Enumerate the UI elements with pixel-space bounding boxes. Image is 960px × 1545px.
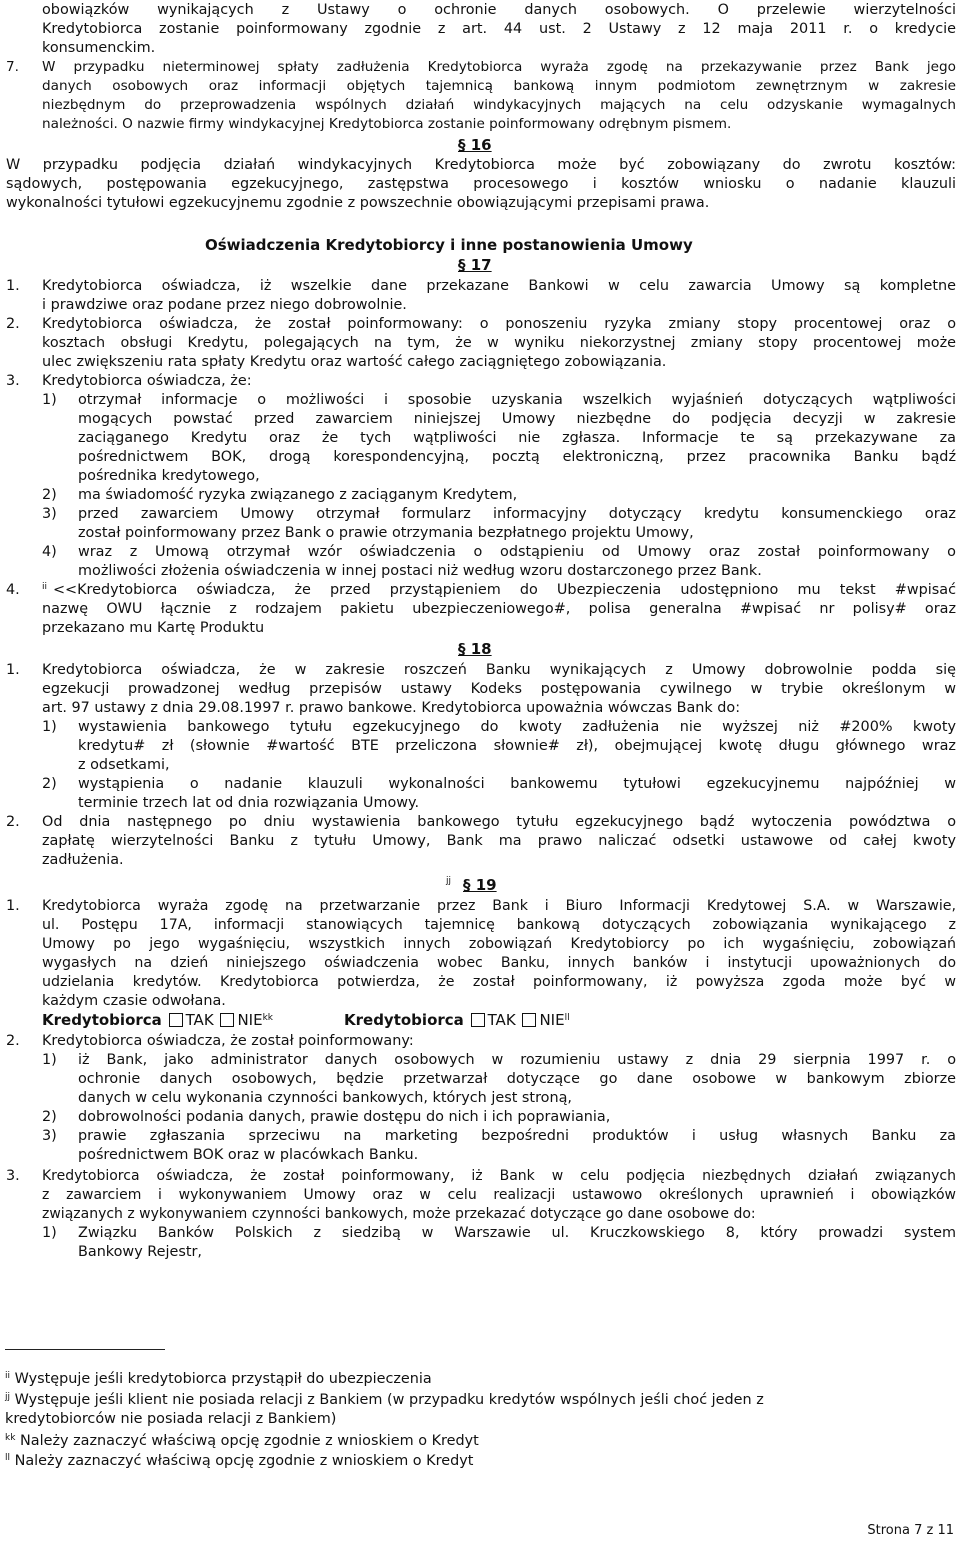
- consent-row: [344, 1011, 570, 1030]
- text-line: nazwę OWU łącznie z rodzajem pakietu ubezpieczeniowego#, polisa generalna #wpisać nr polisy# oraz: [42, 601, 956, 617]
- text-line: przekazano mu Kartę Produktu: [42, 620, 265, 636]
- footnote-text: Występuje jeśli kredytobiorca przystąpił do ubezpieczenia: [14, 1371, 432, 1387]
- consent-yes-label: TAK: [487, 1011, 516, 1029]
- text-line: zaciąganego Kredytu oraz że tych wątpliwości nie zgłasza. Informacje te są przekazywane za: [78, 430, 956, 446]
- paragraph-heading: § 16: [458, 136, 492, 154]
- text-line: iż Bank, jako administrator danych osobowych w rozumieniu ustawy z dnia 29 sierpnia 1997 r. o: [78, 1052, 956, 1068]
- text-line: ul. Postępu 17A, informacji stanowiących tajemnicę bankową dotyczących zobowiązania wynikającego z: [42, 917, 956, 933]
- consent-no-label: NIE: [237, 1011, 263, 1029]
- consent-yes-checkbox[interactable]: [471, 1013, 485, 1027]
- footnote-text: Występuje jeśli klient nie posiada relacji z Bankiem (w przypadku kredytów wspólnych jeśli choć jeden z: [14, 1392, 764, 1408]
- text-line: <<Kredytobiorca oświadcza, że przed przystąpieniem do Ubezpieczenia udostępniono mu tekst #wpisać: [53, 582, 956, 598]
- footnote-mark: jj: [5, 1392, 11, 1402]
- footnote: [5, 1432, 479, 1451]
- text-line: otrzymał informacje o możliwości i sposobie uzyskania wszelkich wyjaśnień dotyczących wątpliwości: [78, 392, 956, 408]
- paragraph-heading: § 18: [458, 640, 492, 658]
- text-line: dobrowolności podania danych, prawie dostępu do nich i ich poprawiania,: [78, 1109, 611, 1125]
- text-line: wystąpienia o nadanie klauzuli wykonalności bankowemu tytułowi egzekucyjnemu najpóźniej w: [78, 776, 956, 792]
- footnote-ref: jj: [446, 876, 452, 886]
- text-line: danych w celu wykonania czynności bankowych, których jest stroną,: [78, 1090, 572, 1106]
- text-line: prawie zgłaszania sprzeciwu na marketing bezpośredni produktów i usług własnych Banku za: [78, 1128, 956, 1144]
- text-line: pośrednictwem BOK, drogą korespondencyjną, pocztą elektroniczną, przez pracownika Banku bądź: [78, 449, 956, 465]
- text-line: Kredytobiorca oświadcza, że został poinformowany: o ponoszeniu ryzyka zmiany stopy procentowej oraz o: [42, 316, 956, 332]
- text-line: udzielania kredytów. Kredytobiorca potwierdza, że został poinformowany, iż powyższa zgoda może być w: [42, 974, 956, 990]
- text-line: z zawarciem i wykonywaniem Umowy oraz w celu realizacji ustawowo określonych uprawnień i obowiązków: [42, 1187, 956, 1203]
- text-line: danych osobowych oraz informacji objętych tajemnicą bankową innym podmiotom zewnętrznym w zakresie: [42, 78, 956, 94]
- text-line: Kredytobiorca oświadcza, że został poinformowany, iż Bank w celu podjęcia niezbędnych działań związanych: [42, 1168, 956, 1184]
- text-line: związanych z wykonywaniem czynności bankowych, może przekazać dotyczące go dane osobowe do:: [42, 1206, 756, 1222]
- list-number: 2.: [6, 814, 20, 830]
- text-line: egzekucji prowadzonej według przepisów ustawy Kodeks postępowania cywilnego w trybie określonym w: [42, 681, 956, 697]
- text-line: Kredytobiorca oświadcza, że:: [42, 373, 252, 389]
- footnote-ref: ii: [42, 582, 48, 592]
- list-number: 1.: [6, 278, 20, 294]
- consent-label: Kredytobiorca: [42, 1011, 162, 1029]
- sublist-number: 1): [42, 1052, 57, 1068]
- sublist-number: 4): [42, 544, 57, 560]
- list-number: 2.: [6, 1033, 20, 1049]
- sublist-number: 2): [42, 776, 57, 792]
- text-line: Kredytobiorca oświadcza, że w zakresie roszczeń Banku wynikających z Umowy dobrowolnie podda się: [42, 662, 956, 678]
- text-line: art. 97 ustawy z dnia 29.08.1997 r. prawo bankowe. Kredytobiorca upoważnia wówczas Bank do:: [42, 700, 741, 716]
- consent-no-label: NIE: [539, 1011, 565, 1029]
- text-line: i prawdziwe oraz podane przez niego dobrowolnie.: [42, 297, 407, 313]
- consent-yes-label: TAK: [185, 1011, 214, 1029]
- text-line: kredytu# zł (słownie #wartość BTE przeliczona słownie# zł), obejmującej kwotę długu głównego wraz: [78, 738, 956, 754]
- text-line: kosztach obsługi Kredytu, polegających na tym, że w wyniku niekorzystnej zmiany stopy procentowej może: [42, 335, 956, 351]
- sublist-number: 3): [42, 1128, 57, 1144]
- footnote-ref: ll: [564, 1013, 570, 1023]
- text-line: W przypadku nieterminowej spłaty zadłużenia Kredytobiorca wyraża zgodę na przekazywanie przez Bank jego: [42, 59, 956, 75]
- consent-no-checkbox[interactable]: [522, 1013, 536, 1027]
- list-number: 4.: [6, 582, 20, 598]
- text-line: Kredytobiorca oświadcza, że został poinformowany:: [42, 1033, 414, 1049]
- text-line: mogących powstać przed zawarciem niniejszej Umowy niezbędne do podjęcia decyzji w zakresie: [78, 411, 956, 427]
- list-number: 1.: [6, 662, 20, 678]
- footnote-ref: kk: [262, 1013, 274, 1023]
- text-line: zadłużenia.: [42, 852, 124, 868]
- footnote-text: Należy zaznaczyć właściwą opcję zgodnie z wnioskiem o Kredyt: [14, 1453, 474, 1469]
- footnote-mark: ll: [5, 1453, 11, 1463]
- text-line: Umowy po jego wygaśnięciu, wszystkich innych zobowiązań Kredytobiorcy po ich wygaśnięciu, zobowiązań: [42, 936, 956, 952]
- sublist-number: 1): [42, 1225, 57, 1241]
- text-line: został poinformowany przez Bank o prawie otrzymania bezpłatnego projektu Umowy,: [78, 525, 694, 541]
- text-line: należności. O nazwie firmy windykacyjnej Kredytobiorca zostanie poinformowany odrębnym pismem.: [42, 116, 732, 132]
- consent-no-checkbox[interactable]: [220, 1013, 234, 1027]
- text-line: możliwości złożenia oświadczenia w innej postaci niż według wzoru dostarczonego przez Bank.: [78, 563, 762, 579]
- text-line: niezbędnym do przeprowadzenia wspólnych działań windykacyjnych mających na celu odzyskanie wymagalnych: [42, 97, 956, 113]
- sublist-number: 3): [42, 506, 57, 522]
- sublist-number: 2): [42, 1109, 57, 1125]
- list-number: 3.: [6, 1168, 20, 1184]
- text-line: obowiązków wynikających z Ustawy o ochronie danych osobowych. O przelewie wierzytelności: [42, 2, 956, 18]
- footnote-separator: [5, 1349, 165, 1350]
- text-line: konsumenckim.: [42, 40, 156, 56]
- section-heading: Oświadczenia Kredytobiorcy i inne postanowienia Umowy: [205, 236, 693, 254]
- paragraph-heading: § 17: [458, 256, 492, 274]
- text-line: każdym czasie odwołana.: [42, 993, 226, 1009]
- text-line: wykonalności tytułowi egzekucyjnemu zgodnie z powszechnie obowiązującymi przepisami prawa.: [6, 195, 710, 211]
- footnote: [5, 1452, 473, 1471]
- text-line: przed zawarciem Umowy otrzymał formularz informacyjny dotyczący kredytu konsumenckiego oraz: [78, 506, 956, 522]
- list-number: 7.: [6, 59, 19, 75]
- text-line: ochronie danych osobowych, będzie przetwarzał dotyczące go dane osobowe w bankowym zbiorze: [78, 1071, 956, 1087]
- text-line: Od dnia następnego po dniu wystawienia bankowego tytułu egzekucyjnego bądź wytoczenia powództwa o: [42, 814, 956, 830]
- text-line: zapłatę wierzytelności Banku z tytułu Umowy, Bank ma prawo naliczać odsetki ustawowe od całej kwoty: [42, 833, 956, 849]
- text-line: Kredytobiorca zostanie poinformowany zgodnie z art. 44 ust. 2 Ustawy z 12 maja 2011 r. o kredycie: [42, 21, 956, 37]
- consent-row: [42, 1011, 273, 1030]
- text-line: Związku Banków Polskich z siedzibą w Warszawie ul. Kruczkowskiego 8, który prowadzi system: [78, 1225, 956, 1241]
- text-line: z odsetkami,: [78, 757, 170, 773]
- list-number: 1.: [6, 898, 20, 914]
- text-line: wystawienia bankowego tytułu egzekucyjnego do kwoty zadłużenia nie wyższej niż #200% kwoty: [78, 719, 956, 735]
- sublist-number: 1): [42, 719, 57, 735]
- text-line: W przypadku podjęcia działań windykacyjnych Kredytobiorca może być zobowiązany do zwrotu kosztów:: [6, 157, 956, 173]
- text-line: Kredytobiorca wyraża zgodę na przetwarzanie przez Bank i Biuro Informacji Kredytowej S.A. w Warszawie,: [42, 898, 956, 914]
- footnote-mark: ii: [5, 1371, 11, 1381]
- text-line: sądowych, postępowania egzekucyjnego, zastępstwa procesowego i kosztów wniosku o nadanie klauzuli: [6, 176, 956, 192]
- consent-label: Kredytobiorca: [344, 1011, 464, 1029]
- sublist-number: 2): [42, 487, 57, 503]
- text-line: Bankowy Rejestr,: [78, 1244, 202, 1260]
- text-line: wraz z Umową otrzymał wzór oświadczenia o odstąpieniu od Umowy oraz został poinformowany o: [78, 544, 956, 560]
- text-line: Kredytobiorca oświadcza, iż wszelkie dane przekazane Bankowi w celu zawarcia Umowy są kompletne: [42, 278, 956, 294]
- text-line: ma świadomość ryzyka związanego z zaciąganym Kredytem,: [78, 487, 518, 503]
- paragraph-heading: § 19: [463, 876, 497, 894]
- list-number: 3.: [6, 373, 20, 389]
- page-number: Strona 7 z 11: [867, 1523, 954, 1538]
- footnote: [5, 1370, 432, 1389]
- list-number: 2.: [6, 316, 20, 332]
- text-line: ulec zwiększeniu rata spłaty Kredytu oraz wartość całego zaciągniętego zobowiązania.: [42, 354, 667, 370]
- footnote-mark: kk: [5, 1433, 16, 1443]
- text-line: pośrednictwem BOK oraz w placówkach Banku.: [78, 1147, 419, 1163]
- text-line: wygasłych na dzień niniejszego oświadczenia wobec Banku, innych banków i instytucji upoważnionych do: [42, 955, 956, 971]
- text-line: pośrednika kredytowego,: [78, 468, 260, 484]
- sublist-number: 1): [42, 392, 57, 408]
- consent-yes-checkbox[interactable]: [169, 1013, 183, 1027]
- text-line: terminie trzech lat od dnia rozwiązania Umowy.: [78, 795, 420, 811]
- footnote: [5, 1391, 764, 1410]
- footnote-text: kredytobiorców nie posiada relacji z Bankiem): [5, 1411, 337, 1427]
- footnote-text: Należy zaznaczyć właściwą opcję zgodnie z wnioskiem o Kredyt: [20, 1433, 479, 1449]
